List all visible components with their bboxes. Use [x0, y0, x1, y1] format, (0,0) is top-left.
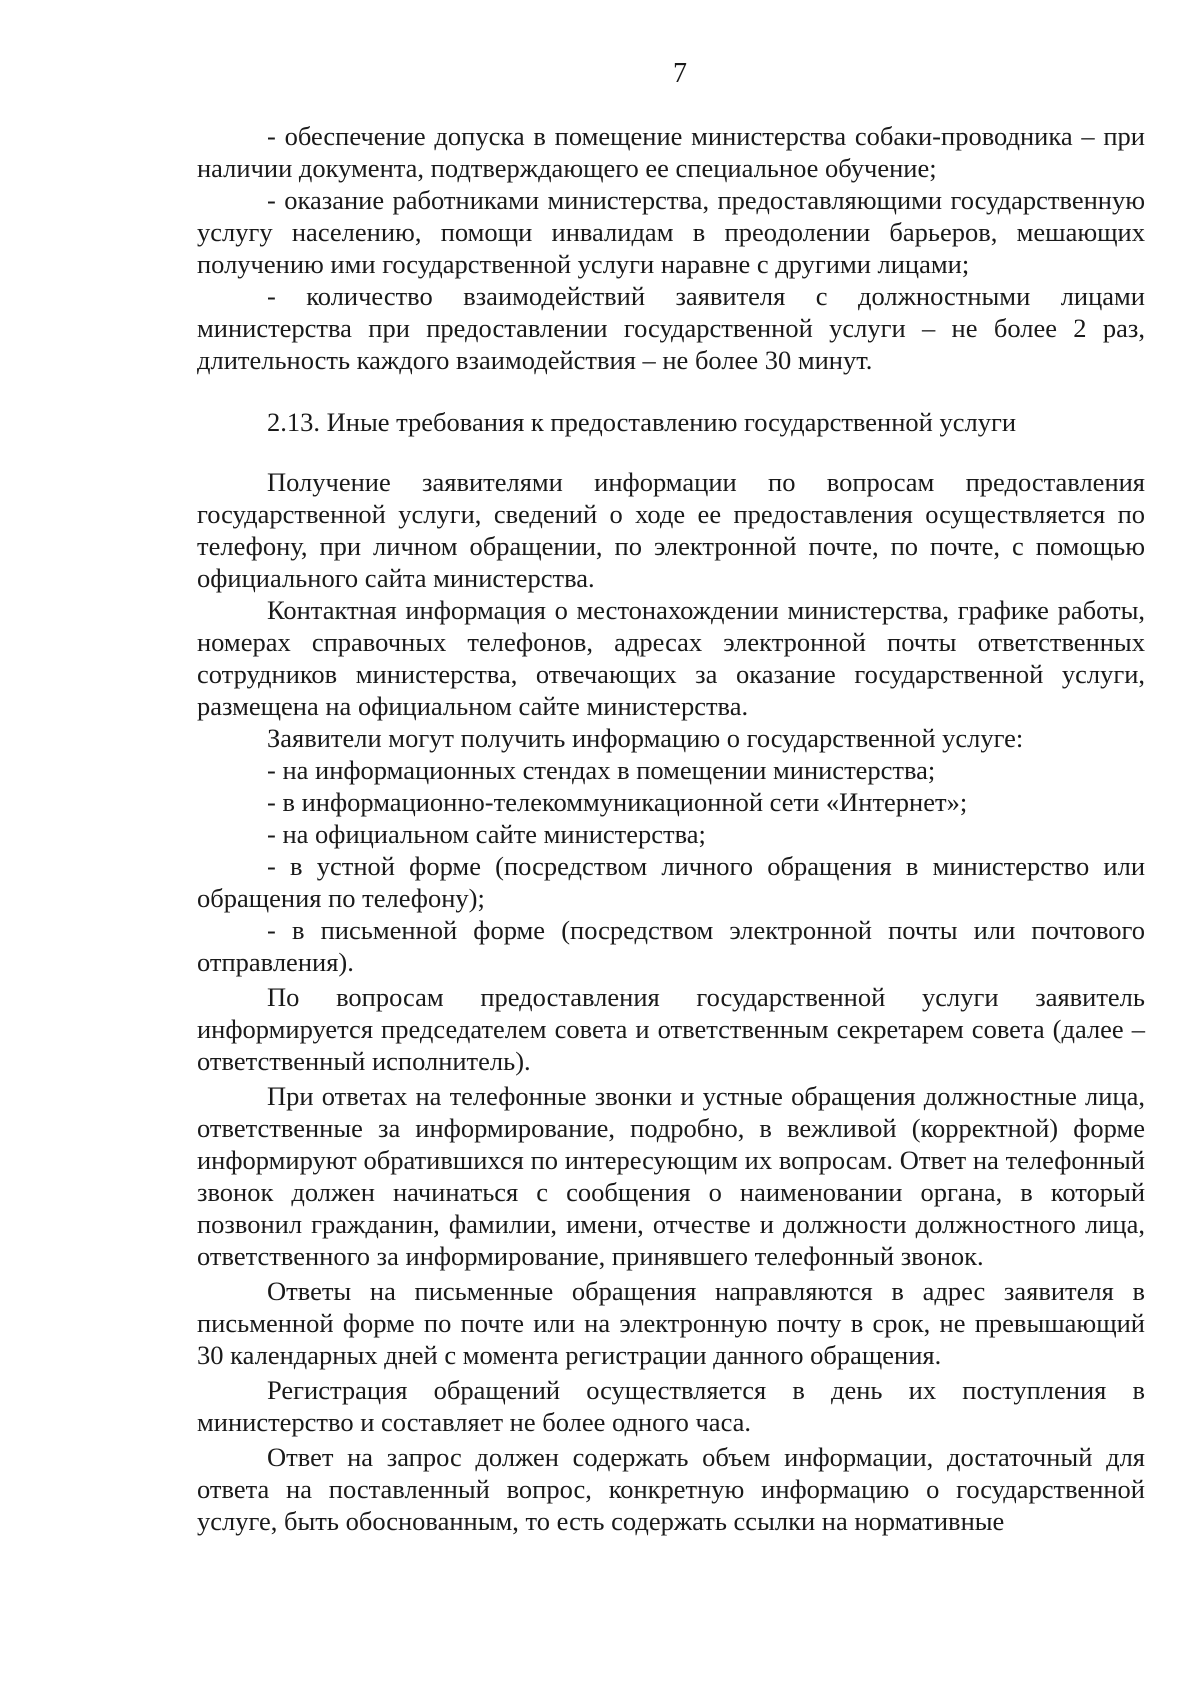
paragraph: - обеспечение допуска в помещение министерства собаки-проводника – при наличии документа, подтверждающего ее специальное обучение;	[197, 121, 1145, 183]
list-item: - в устной форме (посредством личного обращения в министерство или обращения по телефону);	[197, 851, 1145, 913]
document-body	[197, 120, 1145, 1537]
paragraph: При ответах на телефонные звонки и устные обращения должностные лица, ответственные за информирование, подробно, в вежливой (корректной) форме информируют обратившихся по интересующим их вопросам. Ответ на телефонный звонок должен начинаться с сообщения о наименовании органа, в который позвонил гражданин, фамилии, имени, отчестве и должности должностного лица, ответственного за информирование, принявшего телефонный звонок.	[197, 1081, 1145, 1271]
list-item: - на информационных стендах в помещении министерства;	[267, 755, 936, 785]
list-item: - в письменной форме (посредством электронной почты или почтового отправления).	[197, 915, 1145, 977]
paragraph: - количество взаимодействий заявителя с должностными лицами министерства при предоставлении государственной услуги – не более 2 раз, длительность каждого взаимодействия – не более 30 минут.	[197, 281, 1145, 375]
paragraph: По вопросам предоставления государственной услуги заявитель информируется председателем совета и ответственным секретарем совета (далее – ответственный исполнитель).	[197, 982, 1145, 1076]
section-heading: 2.13. Иные требования к предоставлению государственной услуги	[267, 407, 1017, 437]
page-number: 7	[673, 58, 687, 89]
paragraph: Получение заявителями информации по вопросам предоставления государственной услуги, сведений о ходе ее предоставления осуществляется по телефону, при личном обращении, по электронной почте, по почте, с помощью официального сайта министерства.	[197, 467, 1145, 593]
paragraph: - оказание работниками министерства, предоставляющими государственную услугу населению, помощи инвалидам в преодолении барьеров, мешающих получению ими государственной услуги наравне с другими лицами;	[197, 185, 1145, 279]
paragraph: Заявители могут получить информацию о государственной услуге:	[267, 723, 1024, 753]
paragraph: Ответ на запрос должен содержать объем информации, достаточный для ответа на поставленный вопрос, конкретную информацию о государственной услуге, быть обоснованным, то есть содержать ссылки на нормативные	[197, 1442, 1145, 1536]
list-item: - в информационно-телекоммуникационной сети «Интернет»;	[267, 787, 968, 817]
paragraph: Ответы на письменные обращения направляются в адрес заявителя в письменной форме по почте или на электронную почту в срок, не превышающий 30 календарных дней с момента регистрации данного обращения.	[197, 1276, 1145, 1370]
paragraph: Регистрация обращений осуществляется в день их поступления в министерство и составляет не более одного часа.	[197, 1375, 1145, 1437]
paragraph: Контактная информация о местонахождении министерства, графике работы, номерах справочных телефонов, адресах электронной почты ответственных сотрудников министерства, отвечающих за оказание государственной услуги, размещена на официальном сайте министерства.	[197, 595, 1145, 721]
list-item: - на официальном сайте министерства;	[267, 819, 706, 849]
